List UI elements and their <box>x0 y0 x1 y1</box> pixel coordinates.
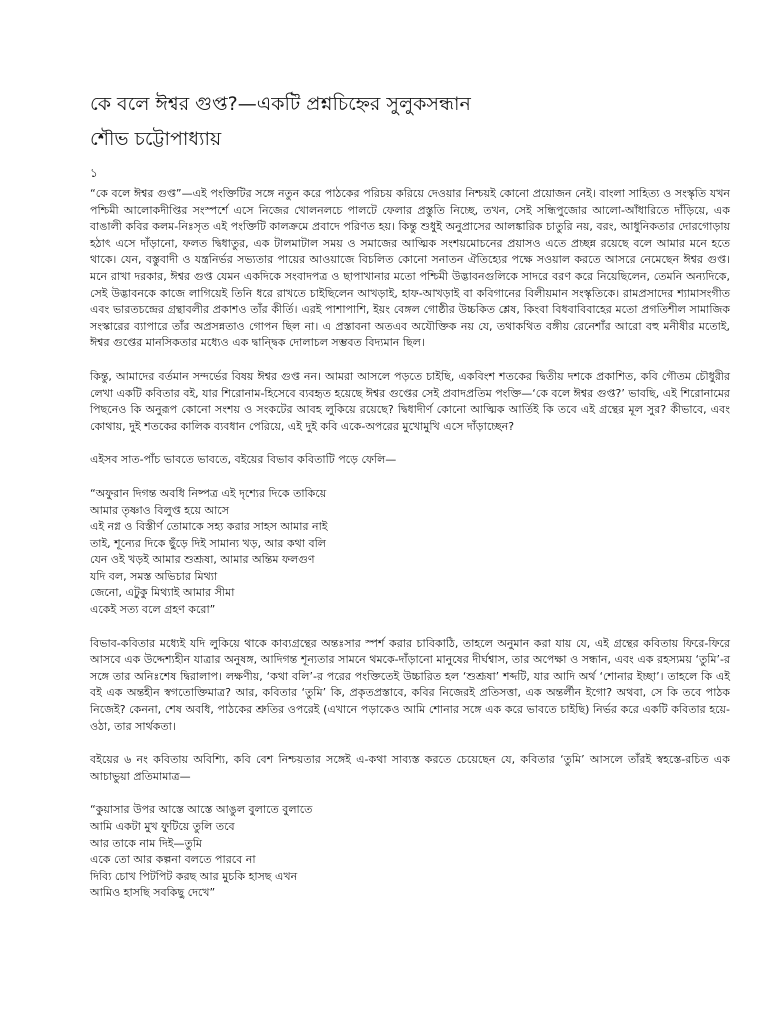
paragraph: কিন্তু, আমাদের বর্তমান সন্দর্ভের বিষয় ঈশ্বর গুপ্ত নন। আমরা আসলে পড়তে চাইছি, একবিংশ শতকের দ্বিতীয় দশকে প্রকাশিত, কবি গৌতম চৌধুরীর লেখা একটি কবিতার বই, যার শিরোনাম-হিসেবে ব্যবহৃত হয়েছে ঈশ্বর গুপ্তের সেই প্রবাদপ্রতিম পংক্তি—‘কে বলে ঈশ্বর গুপ্ত?’ ভাবছি, এই শিরোনামের পিছনেও কি অনুরূপ কোনো সংশয় ও সংকটের আবহ লুকিয়ে রয়েছে? দ্বিধাদীর্ণ কোনো আত্মিক আর্তিই কি তবে এই গ্রন্থের মূল সুর? কীভাবে, এবং কোথায়, দুই শতকের কালিক ব্যবধান পেরিয়ে, এই দুই কবি একে-অপরের মুখোমুখি এসে দাঁড়াচ্ছেন? <box>90 369 730 433</box>
poem-line: যদি বল, সমস্ত অভিচার মিথ্যা <box>90 569 218 583</box>
poem-line: যেন ওই খড়ই আমার শুশ্রূষা, আমার অন্তিম ফলগুণ <box>90 553 315 567</box>
paragraph: “কে বলে ঈশ্বর গুপ্ত”—এই পংক্তিটির সঙ্গে নতুন করে পাঠকের পরিচয় করিয়ে দেওয়ার নিশ্চয়ই কোনো প্রয়োজন নেই। বাংলা সাহিত্য ও সংস্কৃতি যখন পশ্চিমী আলোকদীপ্তির সংস্পর্শে এসে নিজের খোলনলচে পালটে ফেলার প্রস্তুতি নিচ্ছে, তখন, সেই সন্ধিপুজোর আলো-আঁধারিতে দাঁড়িয়ে, এক বাঙালী কবির কলম-নিঃসৃত এই পংক্তিটি কালক্রমে প্রবাদে পরিণত হয়। কিন্তু শুধুই অনুপ্রাসের আলঙ্কারিক চাতুরি নয়, বরং, আধুনিকতার দোরগোড়ায় হঠাৎ এসে দাঁড়ানো, ফলত দ্বিধাতুর, এক টালমাটাল সময় ও সমাজের আত্মিক সংশয়মোচনের প্রয়াসও এতে প্রচ্ছন্ন রয়েছে বলে আমার মনে হতে থাকে। যেন, বস্তুবাদী ও যন্ত্রনির্ভর সভ্যতার পায়ের আওয়াজে বিচলিত কোনো সনাতন ঐতিহ্যের পক্ষে সওয়াল করতে আসরে নেমেছেন ঈশ্বর গুপ্ত। মনে রাখা দরকার, ঈশ্বর গুপ্ত যেমন একদিকে সংবাদপত্র ও ছাপাখানার মতো পশ্চিমী উদ্ভাবনগুলিকে সাদরে বরণ করে নিয়েছিলেন, তেমনি অন্যদিকে, সেই উদ্ভাবনকে কাজে লাগিয়েই তিনি ধরে রাখতে চাইছিলেন আখড়াই, হাফ-আখড়াই বা কবিগানের বিলীয়মান সংস্কৃতিকে। রামপ্রসাদের শ্যামাসংগীত এবং ভারতচন্দ্রের গ্রন্থাবলীর প্রকাশও তাঁর কীর্তি। এরই পাশাপাশি, ইয়ং বেঙ্গল গোষ্ঠীর উচ্চকিত শ্লেষ, কিংবা বিধবাবিবাহের মতো প্রগতিশীল সামাজিক সংস্কারের ব্যাপারে তাঁর অপ্রসন্নতাও গোপন ছিল না। এ প্রস্তাবনা অতএব অযৌক্তিক নয় যে, তথাকথিত বঙ্গীয় রেনেশাঁর আরো বহু মনীষীর মতোই, ঈশ্বর গুপ্তের মানসিকতার মধ্যেও এক দ্বান্দ্বিক দোলাচল সম্ভবত বিদ্যমান ছিল। <box>90 187 730 350</box>
poem-line: আর তাকে নাম দিই—তুমি <box>90 836 202 850</box>
poem-line: আমার তৃষ্ণাও বিলুপ্ত হয়ে আসে <box>90 503 229 517</box>
poem-line: জেনো, এটুকু মিথ্যাই আমার সীমা <box>90 586 235 600</box>
paragraph: বিভাব-কবিতার মধ্যেই যদি লুকিয়ে থাকে কাব্যগ্রন্থের অন্তঃসার স্পর্শ করার চাবিকাঠি, তাহলে অনুমান করা যায় যে, এই গ্রন্থের কবিতায় ফিরে-ফিরে আসবে এক উদ্দেশ্যহীন যাত্রার অনুষঙ্গ, আদিগন্ত শূন্যতার সামনে থমকে-দাঁড়ানো মানুষের দীর্ঘশ্বাস, তার অপেক্ষা ও সন্ধান, এবং এক রহস্যময় ‘তুমি’-র সঙ্গে তার অনিঃশেষ দ্বিরালাপ। লক্ষণীয়, ‘কথা বলি’-র পরের পংক্তিতেই উচ্চারিত হল ‘শুশ্রূষা’ শব্দটি, যার আদি অর্থ ‘শোনার ইচ্ছা’। তাহলে কি এই বই এক অন্তহীন স্বগতোক্তিমাত্র? আর, কবিতার ‘তুমি’ কি, প্রকৃতপ্রস্তাবে, কবির নিজেরই প্রতিসত্তা, এক অন্তর্লীন ইগো? অথবা, সে কি তবে পাঠক নিজেই? কেননা, শেষ অবধি, পাঠকের শ্রুতির ওপরেই (এখানে পড়াকেও আমি শোনার সঙ্গে এক করে ভাবতে চাইছি) নির্ভর করে একটি কবিতার হয়ে-ওঠা, তার সার্থকতা। <box>90 636 730 733</box>
poem-line: দিব্যি চোখ পিটপিট করছ আর মুচকি হাসছ এখন <box>90 869 298 883</box>
paragraph: এইসব সাত-পাঁচ ভাবতে ভাবতে, বইয়ের বিভাব কবিতাটি পড়ে ফেলি— <box>90 453 397 467</box>
poem-line: “কুয়াসার উপর আস্তে আস্তে আঙুল বুলাতে বুলাতে <box>90 803 313 817</box>
poem-line: একেই সত্য বলে গ্রহণ করো” <box>90 603 216 617</box>
poem-line: “অফুরান দিগন্ত অবধি নিষ্পত্র এই দৃশ্যের দিকে তাকিয়ে <box>90 486 327 500</box>
poem-line: আমিও হাসছি সবকিছু দেখে” <box>90 886 216 900</box>
poem-line: আমি একটা মুখ ফুটিয়ে তুলি তবে <box>90 820 235 833</box>
poem-quote-1 <box>90 486 730 619</box>
article-title: কে বলে ঈশ্বর গুপ্ত?—একটি প্রশ্নচিহ্নের সুলুকসন্ধান <box>90 93 471 115</box>
poem-line: একে তো আর কল্পনা বলতে পারবে না <box>90 853 256 867</box>
section-number: ১ <box>90 166 98 180</box>
paragraph: বইয়ের ৬ নং কবিতায় অবিশ্যি, কবি বেশ নিশ্চয়তার সঙ্গেই এ-কথা সাব্যস্ত করতে চেয়েছেন যে, কবিতার ‘তুমি’ আসলে তাঁরই স্বহস্তে-রচিত এক আচাভুয়া প্রতিমামাত্র— <box>90 753 730 783</box>
author-name: শৌভ চট্টোপাধ্যায় <box>90 128 222 150</box>
poem-line: এই নগ্ন ও বিস্তীর্ণ তোমাকে সহ্য করার সাহস আমার নাই <box>90 520 328 534</box>
poem-line: তাই, শূন্যের দিকে ছুঁড়ে দিই সামান্য খড়, আর কথা বলি <box>90 536 326 550</box>
article-body <box>90 186 730 919</box>
poem-quote-2 <box>90 802 730 902</box>
